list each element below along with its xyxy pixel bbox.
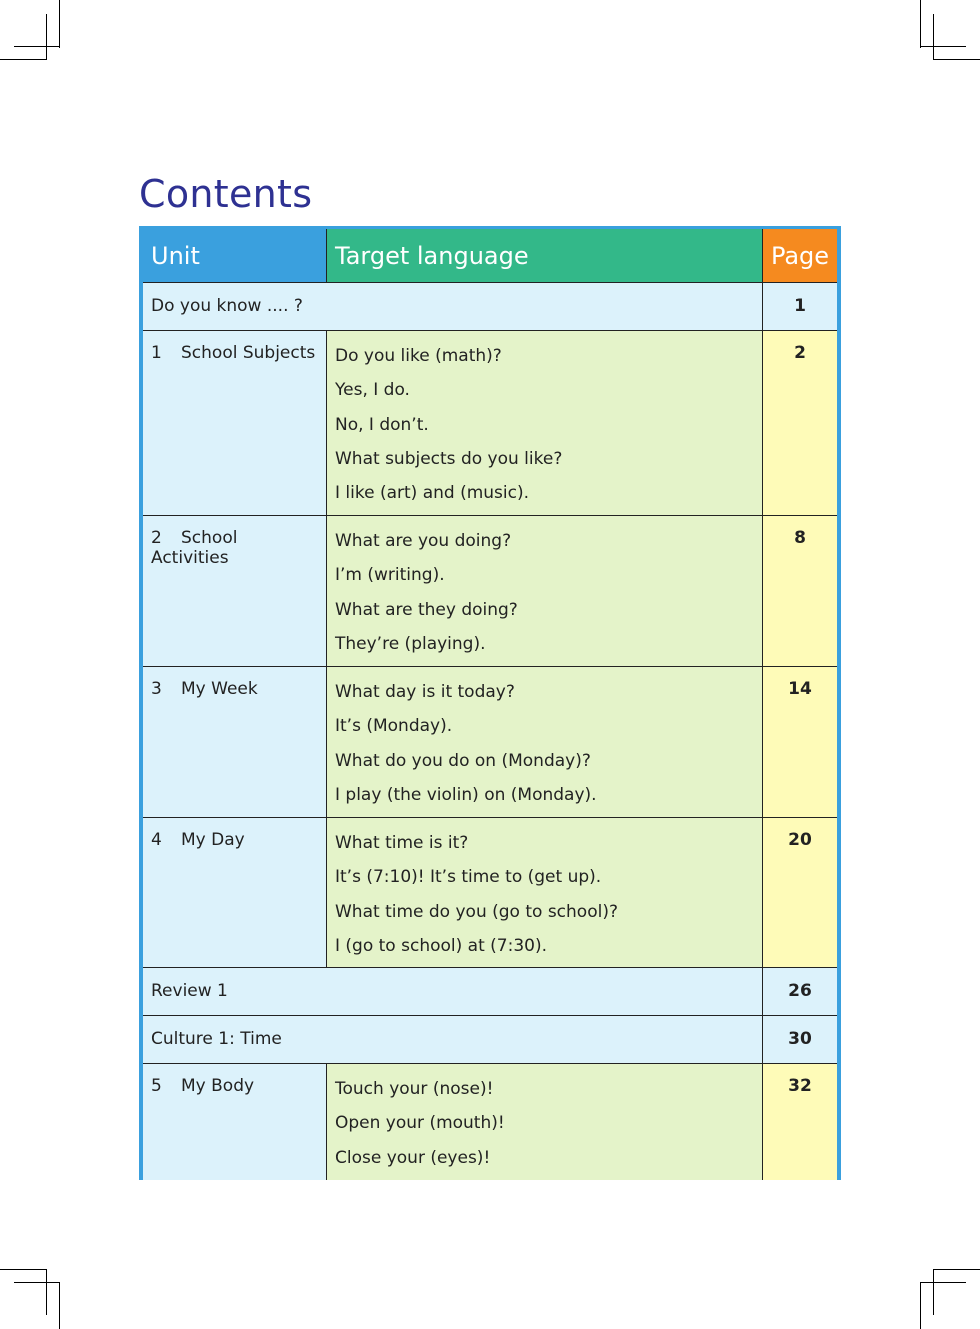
table-row bbox=[143, 1064, 837, 1180]
crop-mark bbox=[14, 46, 60, 47]
header-target-language: Target language bbox=[327, 229, 763, 282]
crop-mark bbox=[933, 14, 934, 60]
target-language bbox=[327, 667, 763, 817]
crop-mark bbox=[59, 1282, 60, 1329]
target-language bbox=[327, 516, 763, 666]
language-line: What do you do on (Monday)? bbox=[335, 750, 591, 771]
crop-mark bbox=[46, 14, 47, 60]
table-header bbox=[143, 229, 837, 283]
language-line: I (go to school) at (7:30). bbox=[335, 935, 547, 956]
crop-mark bbox=[933, 1269, 980, 1270]
row-label: Culture 1: Time bbox=[143, 1016, 763, 1063]
unit-title bbox=[143, 818, 327, 967]
language-line: Do you like (math)? bbox=[335, 346, 502, 366]
table-row bbox=[143, 667, 837, 818]
language-line: It’s (7:10)! It’s time to (get up). bbox=[335, 867, 602, 888]
crop-mark bbox=[920, 0, 921, 48]
crop-mark bbox=[46, 1269, 47, 1315]
language-line: I’m (writing). bbox=[335, 565, 445, 586]
unit-number: 3 bbox=[151, 679, 162, 699]
language-line: What subjects do you like? bbox=[335, 448, 563, 469]
language-line: I play (the violin) on (Monday). bbox=[335, 784, 597, 805]
language-line: Close your (eyes)! bbox=[335, 1147, 491, 1168]
language-line: Open your (mouth)! bbox=[335, 1113, 505, 1134]
unit-number: 5 bbox=[151, 1076, 162, 1096]
language-line: No, I don’t. bbox=[335, 414, 429, 435]
language-line: I like (art) and (music). bbox=[335, 483, 530, 504]
unit-name: School Subjects bbox=[181, 343, 316, 363]
language-line: They’re (playing). bbox=[335, 633, 486, 654]
page-title: Contents bbox=[139, 172, 313, 216]
header-page: Page bbox=[763, 229, 837, 282]
unit-number: 4 bbox=[151, 830, 162, 850]
crop-mark bbox=[920, 46, 966, 47]
crop-mark bbox=[0, 1269, 46, 1270]
page-number: 1 bbox=[763, 283, 837, 330]
header-unit: Unit bbox=[143, 229, 327, 282]
table-row bbox=[143, 283, 837, 331]
unit-number: 2 bbox=[151, 528, 162, 548]
unit-title bbox=[143, 667, 327, 817]
unit-title bbox=[143, 331, 327, 515]
crop-mark bbox=[14, 1282, 60, 1283]
crop-mark bbox=[920, 1282, 966, 1283]
language-line: Touch your (nose)! bbox=[335, 1079, 494, 1099]
page-number: 30 bbox=[763, 1016, 837, 1063]
table-row bbox=[143, 968, 837, 1016]
unit-name: School Activities bbox=[151, 528, 238, 568]
language-line: What time do you (go to school)? bbox=[335, 901, 618, 922]
page-number: 32 bbox=[763, 1064, 837, 1180]
language-line: What day is it today? bbox=[335, 682, 515, 702]
page-number: 26 bbox=[763, 968, 837, 1015]
page-number: 2 bbox=[763, 331, 837, 515]
crop-mark bbox=[920, 1282, 921, 1329]
unit-title bbox=[143, 516, 327, 666]
table-row bbox=[143, 516, 837, 667]
unit-name: My Week bbox=[181, 679, 258, 699]
page-number: 20 bbox=[763, 818, 837, 967]
language-line: What are you doing? bbox=[335, 531, 512, 551]
language-line: It’s (Monday). bbox=[335, 716, 453, 737]
row-label: Review 1 bbox=[143, 968, 763, 1015]
row-label: Do you know .... ? bbox=[143, 283, 763, 330]
table-row bbox=[143, 1016, 837, 1064]
page-number: 14 bbox=[763, 667, 837, 817]
table-row bbox=[143, 818, 837, 968]
language-line: What are they doing? bbox=[335, 599, 518, 620]
page-number: 8 bbox=[763, 516, 837, 666]
crop-mark bbox=[0, 59, 46, 60]
table-row bbox=[143, 331, 837, 516]
target-language bbox=[327, 331, 763, 515]
unit-title bbox=[143, 1064, 327, 1180]
target-language bbox=[327, 818, 763, 967]
unit-name: My Day bbox=[181, 830, 245, 850]
unit-number: 1 bbox=[151, 343, 162, 363]
target-language bbox=[327, 1064, 763, 1180]
crop-mark bbox=[59, 0, 60, 48]
language-line: What time is it? bbox=[335, 833, 469, 853]
crop-mark bbox=[933, 59, 980, 60]
crop-mark bbox=[933, 1269, 934, 1315]
contents-table bbox=[139, 226, 841, 1180]
unit-name: My Body bbox=[181, 1076, 255, 1096]
language-line: Yes, I do. bbox=[335, 380, 410, 401]
